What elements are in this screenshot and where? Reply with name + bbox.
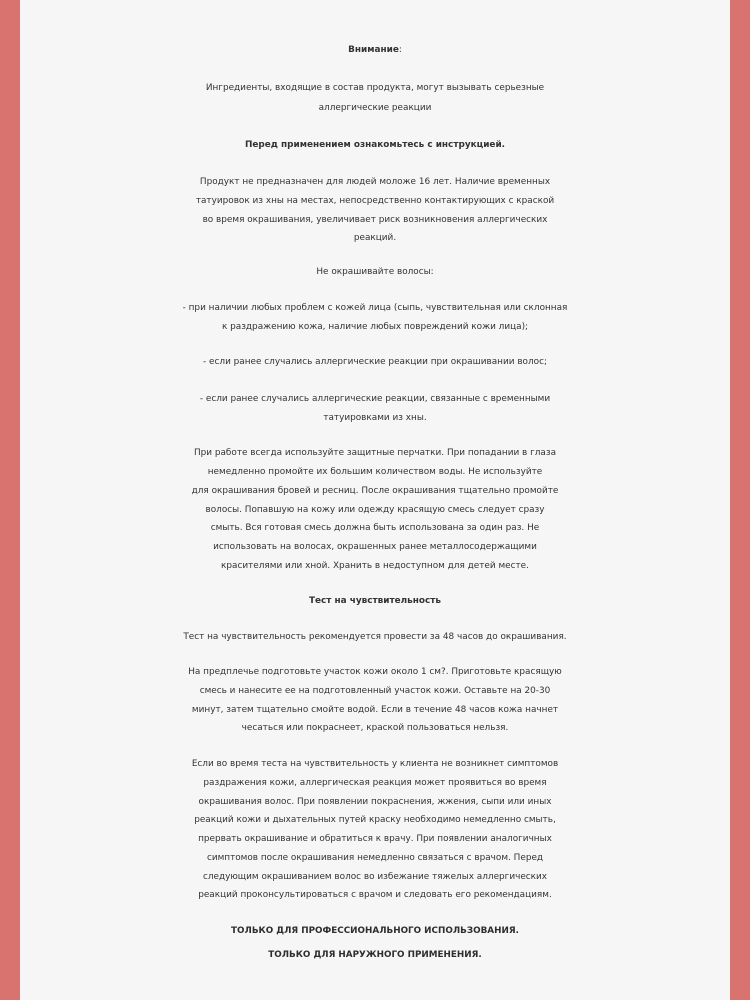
test-procedure-line-4: чесаться или покраснеет, краской пользоваться нельзя. bbox=[241, 723, 509, 733]
test-result-line-8: реакций проконсультироваться с врачом и следовать его рекомендациям. bbox=[198, 890, 552, 900]
gloves-text-line-7: красителями или хной. Хранить в недоступном для детей месте. bbox=[221, 561, 529, 571]
test-result-line-6: симптомов после окрашивания немедленно связаться с врачом. Перед bbox=[206, 853, 544, 863]
test-procedure-line-2: смесь и нанесите ее на подготовленный участок кожи. Оставьте на 20-30 bbox=[199, 686, 551, 696]
condition-1-line-1: - при наличии любых проблем с кожей лица (сыпь, чувствительная или склонная bbox=[182, 303, 568, 313]
condition-1-line-2: к раздражению кожа, наличие любых повреждений кожи лица); bbox=[221, 322, 529, 332]
test-result-line-2: раздражения кожи, аллергическая реакция может проявиться во время bbox=[203, 778, 547, 788]
gloves-text-line-5: смыть. Вся готовая смесь должна быть использована за один раз. Не bbox=[210, 523, 540, 533]
footer-external-use: ТОЛЬКО ДЛЯ НАРУЖНОГО ПРИМЕНЕНИЯ. bbox=[268, 950, 482, 960]
gloves-text-line-2: немедленно промойте их большим количеством воды. Не используйте bbox=[207, 467, 543, 477]
test-result-line-4: реакций кожи и дыхательных путей краску необходимо немедленно смыть, bbox=[194, 815, 556, 825]
warning-heading: Внимание bbox=[348, 45, 399, 55]
gloves-text-line-3: для окрашивания бровей и ресниц. После окрашивания тщательно промойте bbox=[191, 486, 559, 496]
warning-heading-line bbox=[20, 40, 730, 60]
gloves-text-line-4: волосы. Попавшую на кожу или одежду красящую смесь следует сразу bbox=[205, 505, 545, 515]
sensitivity-heading: Тест на чувствительность bbox=[308, 596, 442, 606]
do-not-dye: Не окрашивайте волосы: bbox=[316, 267, 434, 277]
age-text-line-2: татуировок из хны на местах, непосредственно контактирующих с краской bbox=[195, 196, 555, 206]
test-result-line-7: следующим окрашиванием волос во избежание тяжелых аллергических bbox=[202, 872, 548, 882]
age-text-line-1: Продукт не предназначен для людей моложе 16 лет. Наличие временных bbox=[199, 177, 551, 187]
test-procedure-line-1: На предплечье подготовьте участок кожи около 1 см?. Приготовьте красящую bbox=[188, 667, 562, 677]
test-result-line-3: окрашивания волос. При появлении покраснения, жжения, сыпи или иных bbox=[198, 797, 552, 807]
gloves-text-line-1: При работе всегда используйте защитные перчатки. При попадании в глаза bbox=[193, 448, 557, 458]
condition-3-line-2: татуировками из хны. bbox=[323, 413, 427, 423]
sensitivity-intro: Тест на чувствительность рекомендуется провести за 48 часов до окрашивания. bbox=[183, 632, 567, 642]
condition-3-line-1: - если ранее случались аллергические реакции, связанные с временными bbox=[199, 394, 551, 404]
test-procedure-line-3: минут, затем тщательно смойте водой. Если в течение 48 часов кожа начнет bbox=[191, 705, 559, 715]
warning-colon: : bbox=[398, 45, 402, 55]
instruction-sheet bbox=[20, 0, 730, 1000]
gloves-text-line-6: использовать на волосах, окрашенных ранее металлосодержащими bbox=[213, 542, 537, 552]
footer-professional-use: ТОЛЬКО ДЛЯ ПРОФЕССИОНАЛЬНОГО ИСПОЛЬЗОВАНИЯ. bbox=[231, 926, 519, 936]
read-instructions: Перед применением ознакомьтесь с инструкцией. bbox=[244, 140, 506, 150]
test-result-line-5: прервать окрашивание и обратиться к врачу. При появлении аналогичных bbox=[198, 834, 552, 844]
age-text-line-4: реакций. bbox=[353, 233, 397, 243]
age-text-line-3: во время окрашивания, увеличивает риск возникновения аллергических bbox=[202, 215, 548, 225]
test-result-line-1: Если во время теста на чувствительность у клиента не возникнет симптомов bbox=[191, 759, 559, 769]
condition-2: - если ранее случались аллергические реакции при окрашивании волос; bbox=[203, 357, 547, 367]
allergy-text-line-1: Ингредиенты, входящие в состав продукта, могут вызывать серьезные bbox=[205, 83, 545, 93]
allergy-text-line-2: аллергические реакции bbox=[318, 103, 432, 113]
